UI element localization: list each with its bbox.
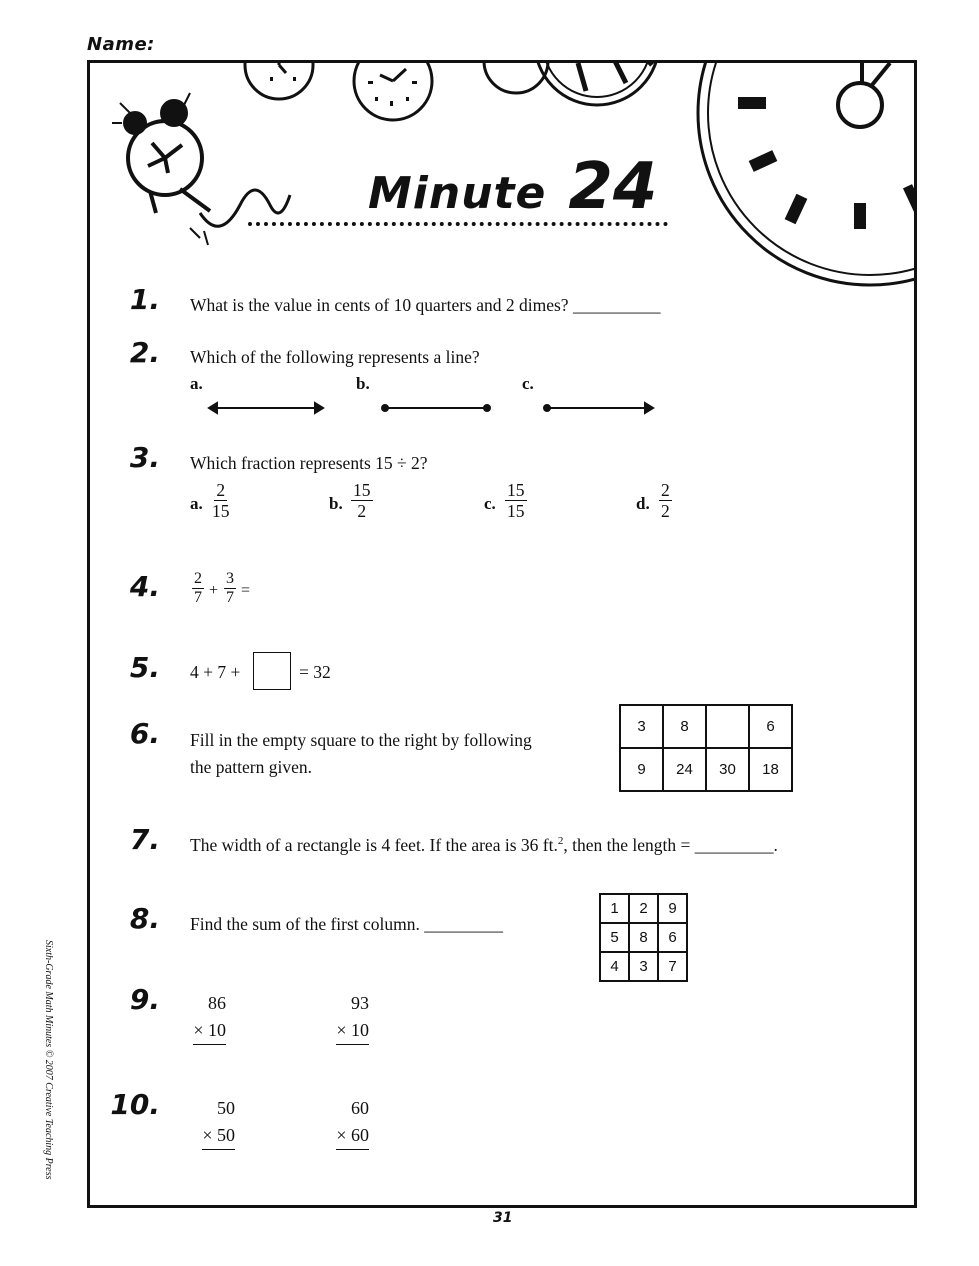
numerator: 2 bbox=[192, 570, 204, 589]
q7-number: 7. bbox=[129, 823, 160, 856]
denominator: 7 bbox=[226, 589, 234, 607]
q6-text-line1: Fill in the empty square to the right by following bbox=[190, 730, 532, 750]
numerator: 3 bbox=[224, 570, 236, 589]
q4-equals: = bbox=[241, 582, 251, 599]
q7-text-a: The width of a rectangle is 4 feet. If the area is 36 ft. bbox=[190, 835, 558, 855]
grid-cell: 4 bbox=[600, 952, 629, 981]
q9-p1-top: 86 bbox=[208, 993, 226, 1013]
q5-right: = 32 bbox=[299, 662, 331, 682]
q5-number: 5. bbox=[129, 651, 160, 684]
q1-number: 1. bbox=[129, 283, 160, 316]
q3-option-d-fraction bbox=[659, 480, 672, 521]
q4-number: 4. bbox=[129, 570, 160, 603]
q5-answer-box[interactable] bbox=[253, 652, 291, 690]
grid-cell: 3 bbox=[620, 705, 663, 748]
q6-pattern-grid bbox=[619, 704, 793, 792]
page-title bbox=[368, 150, 657, 224]
grid-cell: 6 bbox=[658, 923, 687, 952]
grid-cell: 1 bbox=[600, 894, 629, 923]
page-number: 31 bbox=[493, 1210, 513, 1226]
q8-text: Find the sum of the first column. _________ bbox=[190, 914, 504, 934]
grid-cell: 18 bbox=[749, 748, 792, 791]
denominator: 7 bbox=[194, 589, 202, 607]
title-number: 24 bbox=[568, 150, 658, 224]
grid-row bbox=[600, 923, 687, 952]
q2-option-b: b. bbox=[356, 374, 370, 393]
name-label: Name: bbox=[87, 34, 155, 55]
grid-row bbox=[600, 894, 687, 923]
q9-problem-1 bbox=[166, 990, 226, 1045]
q1-text: What is the value in cents of 10 quarters and 2 dimes? __________ bbox=[190, 295, 661, 315]
q3-option-d-label: d. bbox=[636, 494, 650, 513]
grid-cell: 8 bbox=[629, 923, 658, 952]
grid-cell-empty[interactable] bbox=[706, 705, 749, 748]
q9-p2-top: 93 bbox=[351, 993, 369, 1013]
q6-number: 6. bbox=[129, 717, 160, 750]
q7-superscript: 2 bbox=[557, 835, 564, 848]
q2-option-a: a. bbox=[190, 374, 203, 393]
q9-number: 9. bbox=[129, 983, 160, 1016]
q5-left: 4 + 7 + bbox=[190, 662, 241, 682]
numerator: 2 bbox=[661, 480, 670, 500]
q10-p1-top: 50 bbox=[217, 1098, 235, 1118]
q2-text: Which of the following represents a line? bbox=[190, 347, 480, 367]
q10-number: 10. bbox=[110, 1088, 160, 1121]
q2-option-c: c. bbox=[522, 374, 534, 393]
q3-option-c-label: c. bbox=[484, 494, 496, 513]
q10-p2-top: 60 bbox=[351, 1098, 369, 1118]
q2-number: 2. bbox=[129, 336, 160, 369]
grid-cell: 3 bbox=[629, 952, 658, 981]
q3-option-b-label: b. bbox=[329, 494, 343, 513]
grid-cell: 7 bbox=[658, 952, 687, 981]
grid-cell: 24 bbox=[663, 748, 706, 791]
grid-cell: 9 bbox=[620, 748, 663, 791]
grid-row bbox=[620, 705, 792, 748]
credit-text: Sixth-Grade Math Minutes © 2007 Creative Teaching Press bbox=[43, 940, 54, 1180]
q8-number: 8. bbox=[129, 902, 160, 935]
q4-fraction-1 bbox=[192, 570, 204, 608]
q9-p1-bottom: × 10 bbox=[193, 1017, 226, 1045]
q10-p1-bottom: × 50 bbox=[202, 1122, 235, 1150]
q3-number: 3. bbox=[129, 441, 160, 474]
q9-problem-2 bbox=[309, 990, 369, 1045]
title-dotted-rule bbox=[248, 222, 668, 226]
q2-line-figures-icon bbox=[205, 398, 665, 418]
q3-option-a-label: a. bbox=[190, 494, 203, 513]
q3-option-a-fraction bbox=[212, 480, 230, 521]
numerator: 15 bbox=[507, 480, 525, 500]
q7-text-b: , then the length = _________. bbox=[563, 835, 778, 855]
q4-plus: + bbox=[209, 582, 219, 599]
q10-problem-2 bbox=[309, 1095, 369, 1150]
grid-row bbox=[600, 952, 687, 981]
numerator: 2 bbox=[216, 480, 226, 500]
title-word: Minute bbox=[368, 168, 547, 219]
q3-option-b-fraction bbox=[351, 480, 373, 521]
q7-text bbox=[190, 835, 778, 856]
q10-p2-bottom: × 60 bbox=[336, 1122, 369, 1150]
denominator: 2 bbox=[357, 501, 367, 522]
grid-cell: 30 bbox=[706, 748, 749, 791]
grid-row bbox=[620, 748, 792, 791]
q8-number-grid bbox=[599, 893, 688, 982]
grid-cell: 8 bbox=[663, 705, 706, 748]
grid-cell: 6 bbox=[749, 705, 792, 748]
denominator: 2 bbox=[661, 501, 670, 522]
denominator: 15 bbox=[212, 501, 230, 522]
grid-cell: 9 bbox=[658, 894, 687, 923]
grid-cell: 5 bbox=[600, 923, 629, 952]
q3-text: Which fraction represents 15 ÷ 2? bbox=[190, 453, 428, 473]
q10-problem-1 bbox=[175, 1095, 235, 1150]
q4-fraction-2 bbox=[224, 570, 236, 608]
grid-cell: 2 bbox=[629, 894, 658, 923]
q3-option-c-fraction bbox=[505, 480, 527, 521]
q9-p2-bottom: × 10 bbox=[336, 1017, 369, 1045]
side-credit bbox=[43, 940, 72, 1210]
numerator: 15 bbox=[353, 480, 371, 500]
q6-text-line2: the pattern given. bbox=[190, 757, 312, 777]
denominator: 15 bbox=[507, 501, 525, 522]
